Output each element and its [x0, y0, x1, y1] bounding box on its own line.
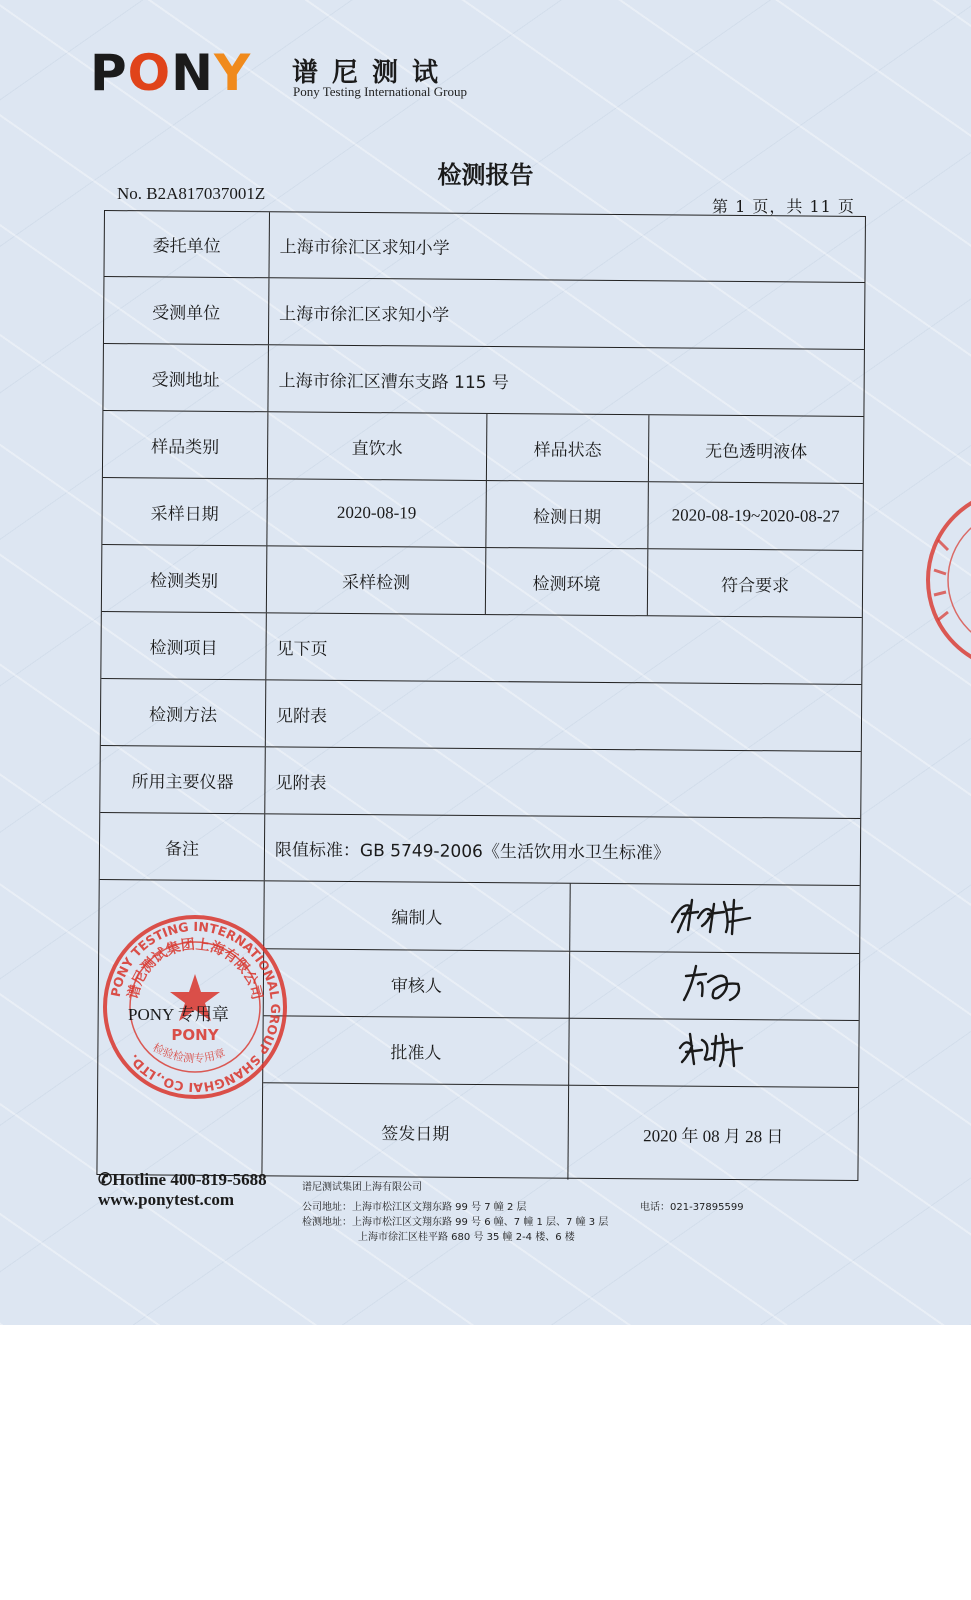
pony-logo: PONY [90, 44, 252, 102]
edge-seal-partial [918, 480, 971, 680]
address-label: 受测地址 [103, 344, 269, 411]
report-number: No. B2A817037001Z [117, 184, 266, 203]
table-row [100, 812, 861, 885]
table-row [101, 678, 862, 751]
table-row [102, 477, 863, 550]
test-env-value: 符合要求 [647, 549, 863, 617]
sample-state-label: 样品状态 [486, 414, 649, 481]
seal-inner-text: 谱尼测试集团上海有限公司 [125, 936, 265, 1002]
hotline-text: ✆Hotline 400-819-5688 [98, 1170, 267, 1189]
issue-date-row [262, 1082, 858, 1182]
footer-phone: 电话：021-37895599 [640, 1202, 744, 1213]
issue-date-value: 2020 年 08 月 28 日 [643, 1125, 784, 1146]
approver-label: 批准人 [263, 1016, 570, 1085]
sample-state-value: 无色透明液体 [648, 415, 864, 483]
stamp-label: PONY 专用章 [128, 1005, 229, 1024]
reviewer-signature [680, 960, 750, 1008]
test-date-value: 2020-08-19~2020-08-27 [647, 482, 863, 550]
footer-company: 谱尼测试集团上海有限公司 [302, 1182, 422, 1193]
table-row [100, 745, 861, 818]
report-title: 检测报告 [437, 161, 534, 189]
table-row [104, 276, 865, 349]
table-row [102, 544, 863, 617]
sample-type-label: 样品类别 [103, 411, 269, 478]
footer-lab-address-1: 检测地址：上海市松江区文翔东路 99 号 6 幢、7 幢 1 层、7 幢 3 层 [302, 1217, 609, 1228]
tested-unit-label: 受测单位 [104, 277, 270, 344]
compiler-label: 编制人 [264, 881, 571, 950]
remarks-value: 限值标准：GB 5749-2006《生活饮用水卫生标准》 [274, 839, 670, 863]
approver-row [263, 1015, 859, 1088]
sample-type-value: 直饮水 [351, 438, 403, 459]
footer-contact [98, 1170, 267, 1210]
tested-unit-value: 上海市徐汇区求知小学 [279, 303, 450, 326]
footer-company-address: 公司地址：上海市松江区文翔东路 99 号 7 幢 2 层 [302, 1202, 527, 1213]
reviewer-label: 审核人 [264, 949, 571, 1018]
table-row [103, 343, 864, 416]
test-date-label: 检测日期 [485, 481, 648, 548]
sampling-date-value: 2020-08-19 [336, 502, 417, 523]
items-value: 见下页 [276, 638, 328, 660]
issue-date-label: 签发日期 [262, 1083, 569, 1179]
compiler-signature [668, 892, 758, 940]
test-type-value: 采样检测 [342, 572, 411, 593]
method-value: 见附表 [275, 705, 328, 727]
approver-signature [676, 1026, 748, 1070]
table-row [101, 611, 862, 684]
page-indicator: 第 1 页，共 11 页 [712, 197, 855, 216]
reviewer-row [264, 948, 860, 1021]
compiler-row [264, 881, 860, 953]
table-row [104, 211, 864, 282]
address-value: 上海市徐汇区漕东支路 115 号 [278, 370, 510, 393]
client-label: 委托单位 [104, 211, 270, 277]
brand-chinese-name: 谱尼测试 [292, 58, 453, 88]
remarks-label: 备注 [100, 813, 266, 880]
client-value: 上海市徐汇区求知小学 [279, 237, 450, 259]
seal-logo-text: PONY [171, 1026, 219, 1044]
website-text: www.ponytest.com [98, 1190, 234, 1209]
footer-lab-address-2: 上海市徐汇区桂平路 680 号 35 幢 2-4 楼、6 楼 [358, 1232, 575, 1243]
table-row [103, 410, 864, 483]
seal-ring-text: PONY TESTING INTERNATIONAL GROUP SHANGHAI CO.,LTD. [107, 918, 284, 1096]
sampling-date-label: 采样日期 [102, 478, 268, 545]
test-env-label: 检测环境 [485, 548, 648, 615]
brand-english-name: Pony Testing International Group [293, 84, 467, 99]
seal-bottom-text: 检验检测专用章 [150, 1041, 227, 1066]
instruments-value: 见附表 [275, 772, 327, 794]
test-type-label: 检测类别 [102, 545, 268, 612]
method-label: 检测方法 [101, 679, 267, 746]
items-label: 检测项目 [101, 612, 267, 679]
instruments-label: 所用主要仪器 [100, 746, 266, 813]
